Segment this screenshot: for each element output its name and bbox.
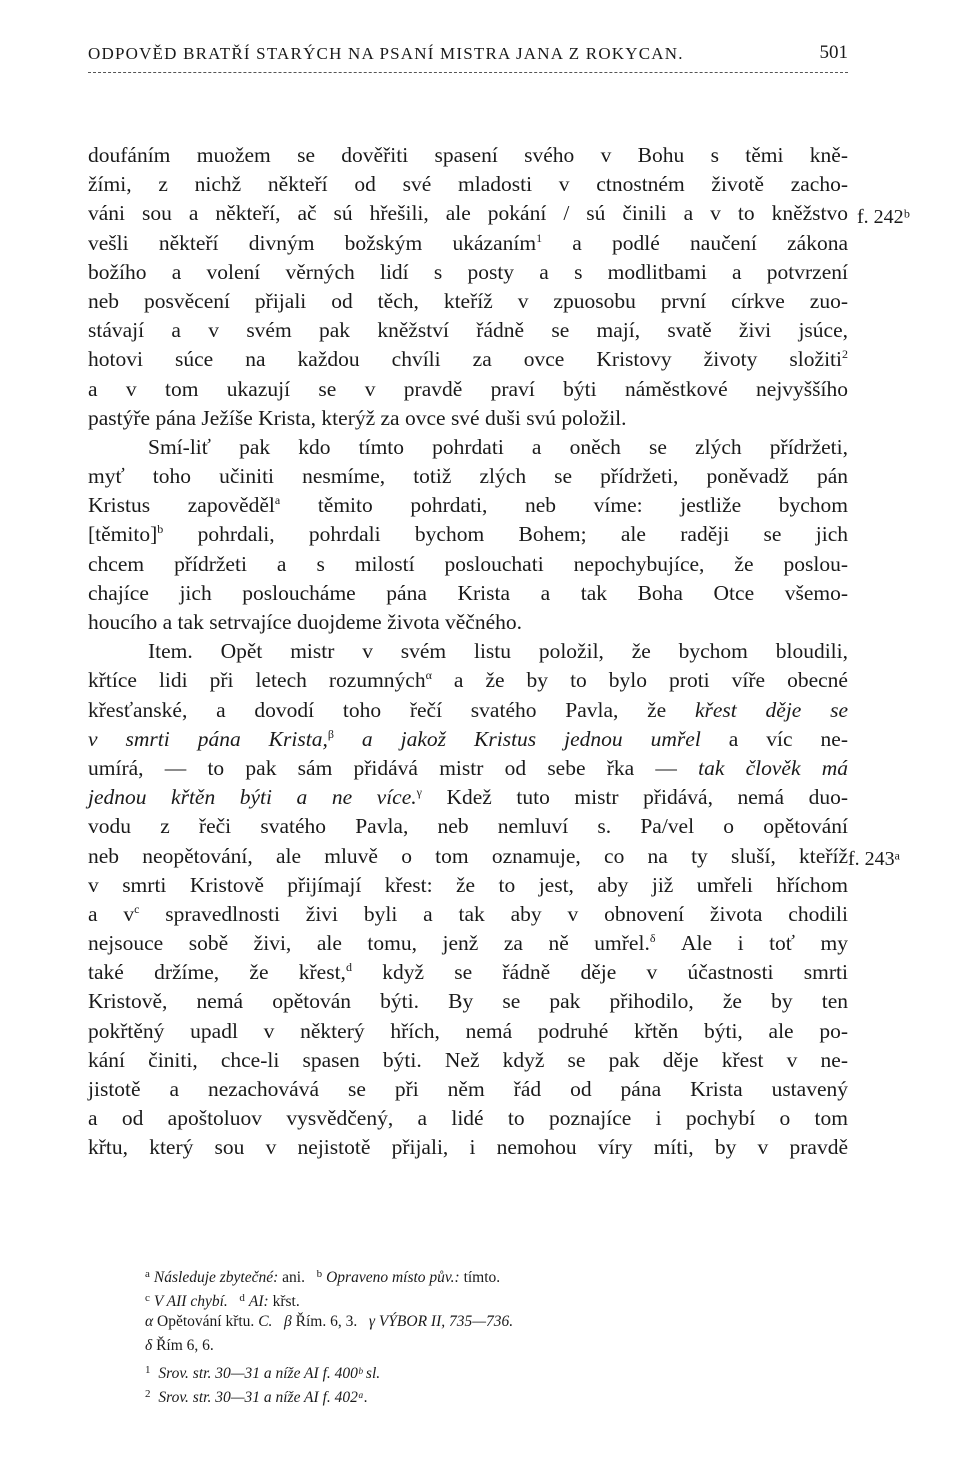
footnote-line: $^a$ Následuje zbytečné: ani. $^b$ Opraveno místo pův.: tímto. — [145, 1268, 501, 1286]
text-line: Kristově, nemá opětován býti. By se pak přihodilo, že by ten — [88, 989, 848, 1014]
footnote-ref: d — [345, 960, 352, 975]
text-line: pastýře pána Ježíše Krista, kterýž za ovce své duši svú položil. — [88, 405, 627, 430]
margin-note-folio: f. 242ᵇ — [857, 206, 910, 228]
text-line: žími, z nichž někteří od své mladosti v ctnostném životě zacho- — [88, 172, 848, 197]
page-number: 501 — [819, 42, 848, 63]
footnote-ref: γ — [416, 785, 422, 800]
footnote-ref: c — [134, 901, 140, 916]
footnote-line: α Opětování křtu. C. β Řím. 6, 3. γ VÝBOR II, 735—736. — [145, 1313, 514, 1330]
footnote-ref: δ — [649, 931, 656, 946]
text-line: také držíme, že křest,$^d$ když se řádně děje v účastnosti smrti — [88, 960, 848, 985]
footnote-line: δ Řím 6, 6. — [145, 1337, 214, 1354]
text-line: vešli někteří divným božským ukázaním$^1$ a podlé naučení zákona — [88, 230, 848, 255]
text-line: křtíce lidi při letech rozumných$^\alpha$ a že by to bylo proti víře obecné — [88, 668, 848, 693]
text-line: neb posvěcení přijali od těch, kteříž v zpuosobu první církve zuo- — [88, 288, 848, 313]
text-line: myť toho učiniti nesmíme, totiž zlých se přídržeti, poněvadž pán — [88, 464, 848, 489]
text-line: vodu z řeči svatého Pavla, neb nemluví s. Pa/vel o opětování — [88, 814, 848, 839]
text-line: Item. Opět mistr v svém listu položil, že bychom bloudili, — [148, 639, 848, 664]
header-rule — [88, 72, 848, 73]
text-line: houcího a tak setrvajíce duojdeme života věčného. — [88, 610, 523, 634]
main-text — [88, 141, 848, 1163]
text-line: a v tom ukazují se v pravdě praví býti náměstkové nejvyššího — [88, 376, 848, 401]
footnote-line: $^2$ Srov. str. 30—31 a níže AI f. 402ᵃ. — [145, 1388, 368, 1406]
text-line: doufáním muožem se dověřiti spasení svého v Bohu s těmi kně- — [88, 143, 848, 167]
text-line: Smí-liť pak kdo tímto pohrdati a oněch se zlých přídržeti, — [148, 434, 848, 459]
text-line: božího a volení věrných lidí s posty a s modlitbami a potvrzení — [88, 259, 848, 284]
text-line: Kristus zapověděl$^a$ těmito pohrdati, neb víme: jestliže bychom — [88, 493, 848, 518]
footnote-ref: a — [274, 493, 281, 508]
text-line: hotovi súce na každou chvíli za ovce Kristovy životy složiti$^2$ — [88, 347, 848, 372]
text-line: kání činiti, chce-li spasen býti. Než když se pak děje křest v ne- — [88, 1047, 848, 1072]
footnote-ref: b — [157, 522, 164, 537]
running-header — [88, 40, 848, 80]
text-line: křesťanské, a dovodí toho řečí svatého Pavla, že křest děje se — [88, 697, 849, 722]
text-line: chajíce jich posloucháme pána Krista a tak Boha Otce všemo- — [88, 580, 848, 605]
text-line: jednou křtěn býti a ne více.$^\gamma$ Kdež tuto mistr přidává, nemá duo- — [88, 785, 848, 810]
text-line: umírá, — to pak sám přidává mistr od sebe řka — tak člověk má — [88, 755, 849, 780]
footnotes — [145, 1262, 845, 1406]
text-line: a $v^c$ spravedlnosti živi byli a tak aby v obnovení života chodili — [88, 901, 849, 926]
footnote-line: $^c$ V AII chybí. $^d$ AI: křst. — [145, 1292, 300, 1310]
text-line: [těmito]$^b$ pohrdali, pohrdali bychom Bohem; ale raději se jich — [88, 522, 848, 547]
margin-note-folio: f. 243ᵃ — [848, 848, 901, 870]
footnote-line: $^1$ Srov. str. 30—31 a níže AI f. 400ᵇ sl. — [145, 1364, 381, 1382]
text-line: stávají a v svém pak kněžství řádně se mají, svatě živi jsúce, — [88, 318, 848, 343]
footnote-ref: β — [327, 726, 334, 741]
text-line: jistotě a nezachovává se při něm řád od pána Krista ustavený — [88, 1077, 848, 1101]
text-line: v smrti pána Krista,$^\beta$ a jakož Kristus jednou umřel a víc ne- — [88, 726, 848, 751]
footnote-ref: α — [425, 668, 432, 683]
text-line: v smrti Kristově přijímají křest: že to jest, aby již umřeli hříchom — [88, 872, 848, 897]
text-line: křtu, který sou v nejistotě přijali, i nemohou víry míti, by v pravdě — [88, 1135, 848, 1160]
footnote-ref: 2 — [842, 347, 848, 362]
text-line: váni sou a někteří, ač sú hřešili, ale pokání / sú činili a v to kněžstvo — [88, 201, 848, 226]
footnote-ref: 1 — [536, 230, 543, 245]
text-line: nejsouce sobě živi, ale tomu, jenž za ně umřel.$^\delta$ Ale i toť my — [88, 931, 848, 956]
text-line: neb neopětování, ale mluvě o tom oznamuje, co na ty sluší, kteříž — [88, 843, 848, 868]
text-line: pokřtěný upadl v některý hřích, nemá podruhé křtěn býti, ale po- — [88, 1018, 848, 1043]
header-title: ODPOVĚD BRATŘÍ STARÝCH NA PSANÍ MISTRA JANA Z ROKYCAN. — [88, 44, 684, 63]
text-line: chcem přídržeti a s milostí poslouchati nepochybujíce, že poslou- — [88, 551, 848, 576]
text-line: a od apoštoluov vysvědčený, a lidé to poznajíce i pochybí o tom — [88, 1106, 848, 1131]
